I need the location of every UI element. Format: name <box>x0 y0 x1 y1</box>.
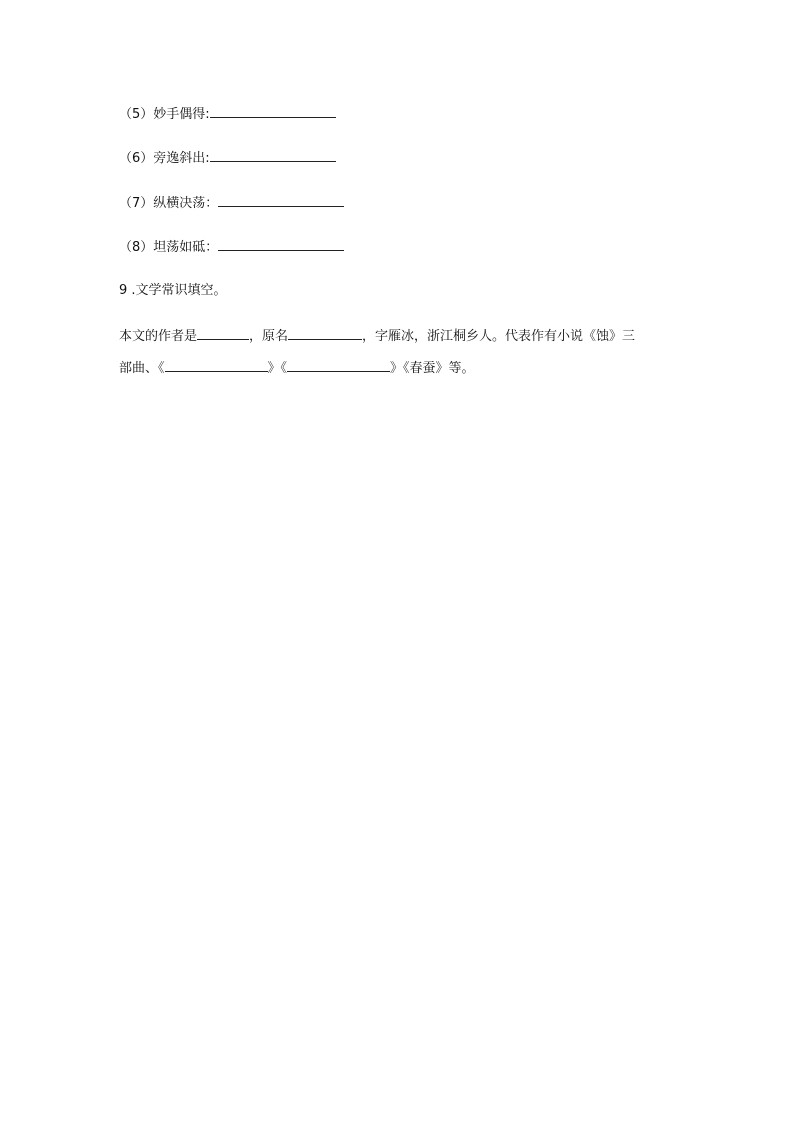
question-text: 》《春蚕》等。 <box>390 361 475 376</box>
author-blank[interactable] <box>197 325 249 340</box>
question-9-title: 9 .文学常识填空。 <box>119 283 227 298</box>
vocab-item-8 <box>119 236 344 257</box>
question-9-line-2 <box>119 357 475 378</box>
answer-blank[interactable] <box>218 236 344 251</box>
vocab-item-label: （6）旁逸斜出: <box>119 151 210 166</box>
question-9-line-1 <box>119 325 635 346</box>
answer-blank[interactable] <box>210 147 336 162</box>
question-text: ，原名 <box>249 329 289 344</box>
vocab-item-6 <box>119 147 336 168</box>
answer-blank[interactable] <box>210 103 336 118</box>
question-text: 》《 <box>267 361 288 376</box>
vocab-item-label: （7）纵横决荡： <box>119 196 219 211</box>
question-text: 部曲、《 <box>119 361 165 376</box>
vocab-item-7 <box>119 192 344 213</box>
vocab-item-label: （8）坦荡如砥： <box>119 240 219 255</box>
question-text: 本文的作者是 <box>119 329 198 344</box>
vocab-item-label: （5）妙手偶得: <box>119 107 210 122</box>
work-title-blank-2[interactable] <box>287 357 390 372</box>
question-text: ，字雁冰，浙江桐乡人。代表作有小说《蚀》三 <box>362 329 636 344</box>
original-name-blank[interactable] <box>288 325 362 340</box>
work-title-blank-1[interactable] <box>165 357 268 372</box>
answer-blank[interactable] <box>218 192 344 207</box>
vocab-item-5 <box>119 103 336 124</box>
